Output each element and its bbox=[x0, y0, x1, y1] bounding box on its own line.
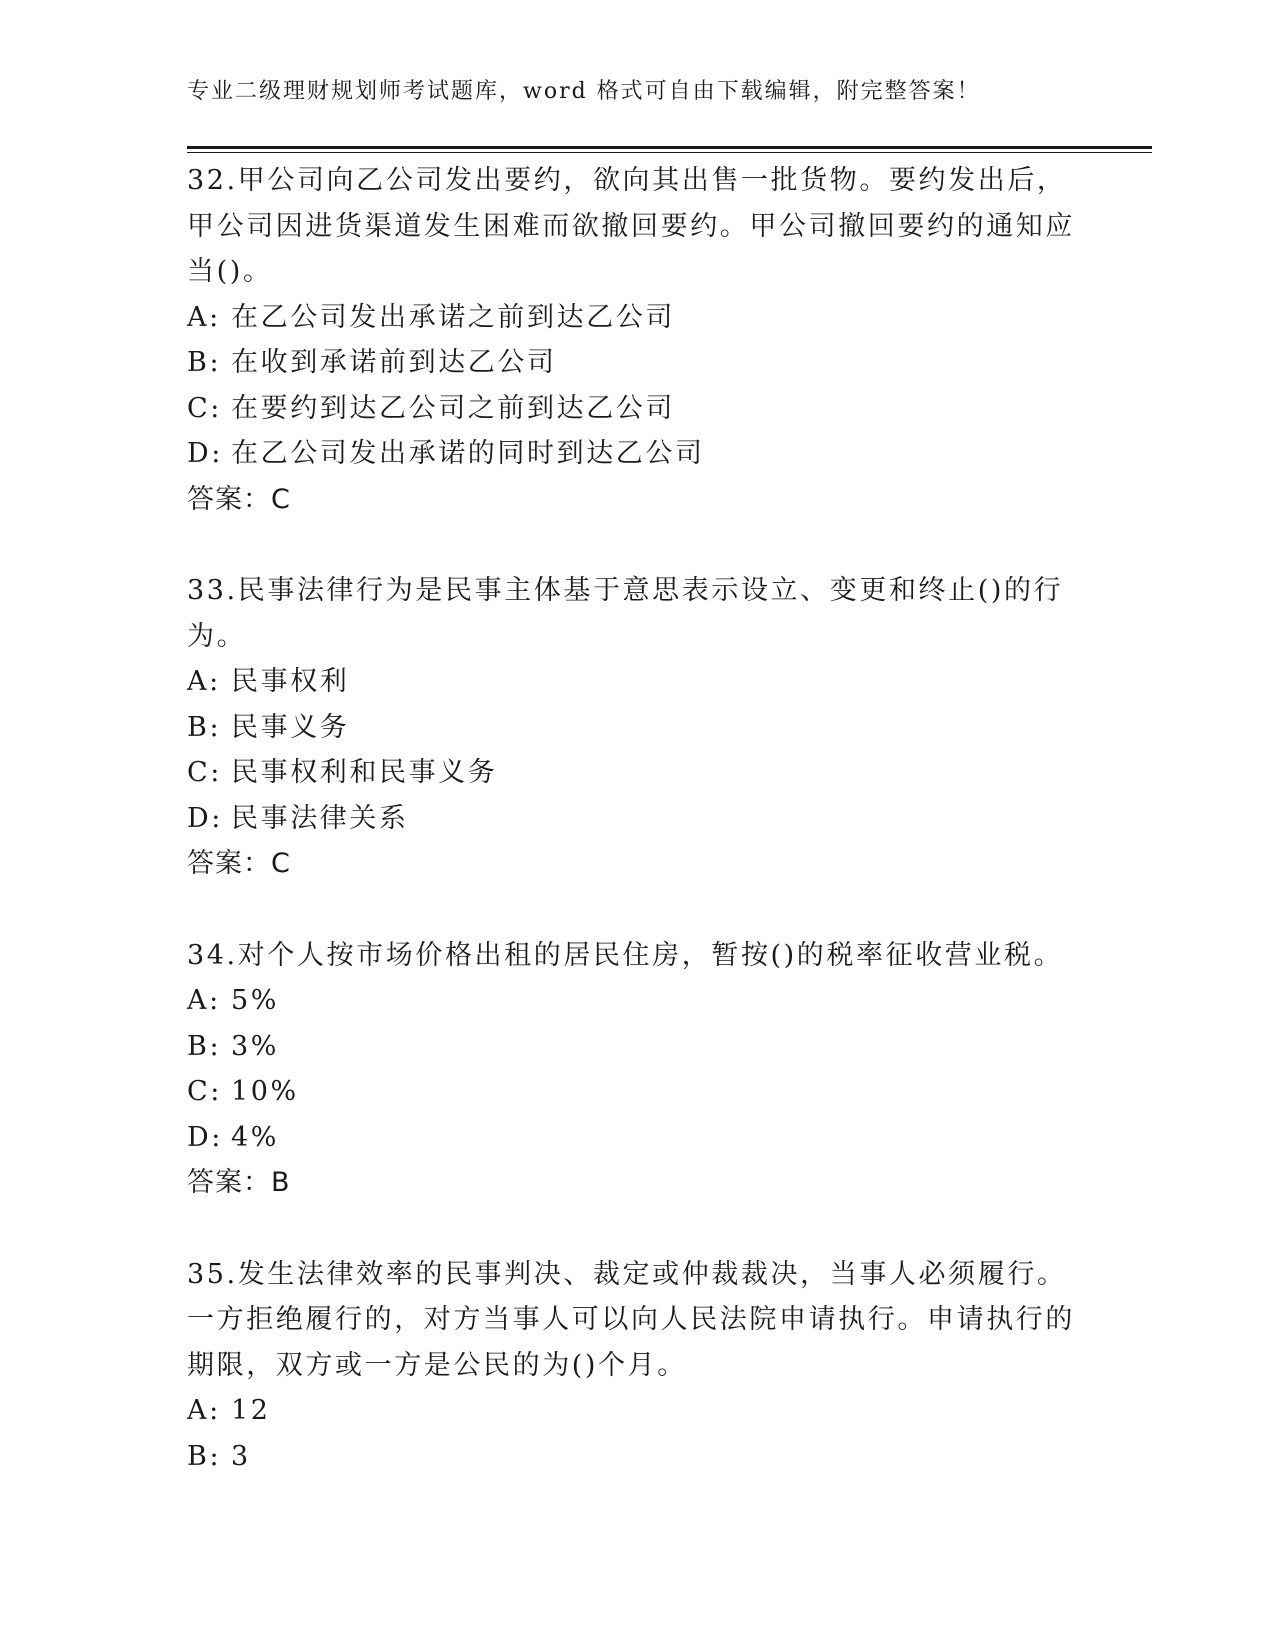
option-d bbox=[187, 796, 1087, 842]
option-text: 民事义务 bbox=[231, 711, 350, 743]
option-d bbox=[187, 1115, 1087, 1161]
option-text: 民事法律关系 bbox=[231, 802, 409, 834]
question-32 bbox=[187, 158, 1087, 522]
option-b bbox=[187, 1434, 1087, 1480]
option-c bbox=[187, 386, 1087, 432]
document-header: 专业二级理财规划师考试题库，word 格式可自由下载编辑，附完整答案！ bbox=[187, 79, 981, 104]
question-34 bbox=[187, 933, 1087, 1206]
option-key: B: bbox=[187, 1030, 222, 1062]
question-text: 34.对个人按市场价格出租的居民住房，暂按()的税率征收营业税。 bbox=[187, 939, 1064, 971]
question-list bbox=[187, 158, 1087, 1525]
option-text: 3% bbox=[231, 1030, 280, 1062]
option-text: 在收到承诺前到达乙公司 bbox=[231, 347, 557, 378]
option-key: A: bbox=[187, 1395, 221, 1426]
option-key: A: bbox=[187, 301, 221, 333]
answer-line: 答案：B bbox=[187, 1167, 291, 1198]
option-key: C: bbox=[187, 757, 222, 788]
option-a bbox=[187, 978, 1087, 1024]
option-key: B: bbox=[187, 711, 222, 743]
option-c bbox=[187, 1069, 1087, 1115]
question-33 bbox=[187, 568, 1087, 887]
option-text: 4% bbox=[231, 1121, 280, 1153]
option-text: 12 bbox=[231, 1395, 271, 1426]
option-a bbox=[187, 1388, 1087, 1434]
answer-line: 答案：C bbox=[187, 483, 291, 515]
option-key: B: bbox=[187, 347, 222, 378]
answer-line: 答案：C bbox=[187, 848, 291, 879]
option-key: A: bbox=[187, 985, 221, 1016]
option-text: 民事权利 bbox=[231, 666, 350, 697]
option-key: D: bbox=[187, 802, 223, 834]
option-a bbox=[187, 295, 1087, 341]
option-c bbox=[187, 750, 1087, 796]
option-text: 在要约到达乙公司之前到达乙公司 bbox=[231, 392, 675, 424]
option-b bbox=[187, 705, 1087, 751]
option-key: D: bbox=[187, 1121, 223, 1153]
question-text: 32.甲公司向乙公司发出要约，欲向其出售一批货物。要约发出后，甲公司因进货渠道发生困难而欲撤回要约。甲公司撤回要约的通知应当()。 bbox=[187, 165, 1075, 287]
option-d bbox=[187, 431, 1087, 477]
option-text: 10% bbox=[231, 1076, 299, 1107]
option-key: A: bbox=[187, 666, 221, 697]
header-rule-thin bbox=[187, 152, 1152, 153]
option-key: C: bbox=[187, 1076, 222, 1107]
question-text: 33.民事法律行为是民事主体基于意思表示设立、变更和终止()的行为。 bbox=[187, 575, 1064, 652]
option-key: B: bbox=[187, 1440, 222, 1472]
option-text: 3 bbox=[231, 1440, 251, 1472]
option-text: 在乙公司发出承诺的同时到达乙公司 bbox=[231, 438, 705, 469]
question-35 bbox=[187, 1252, 1087, 1480]
option-text: 5% bbox=[231, 985, 280, 1016]
option-key: C: bbox=[187, 392, 222, 424]
question-text: 35.发生法律效率的民事判决、裁定或仲裁裁决，当事人必须履行。一方拒绝履行的，对方当事人可以向人民法院申请执行。申请执行的期限，双方或一方是公民的为()个月。 bbox=[187, 1258, 1075, 1381]
header-rule-thick bbox=[187, 146, 1152, 149]
option-b bbox=[187, 340, 1087, 386]
option-a bbox=[187, 659, 1087, 705]
option-text: 民事权利和民事义务 bbox=[231, 757, 498, 788]
option-key: D: bbox=[187, 438, 223, 469]
option-b bbox=[187, 1024, 1087, 1070]
option-text: 在乙公司发出承诺之前到达乙公司 bbox=[231, 301, 675, 333]
